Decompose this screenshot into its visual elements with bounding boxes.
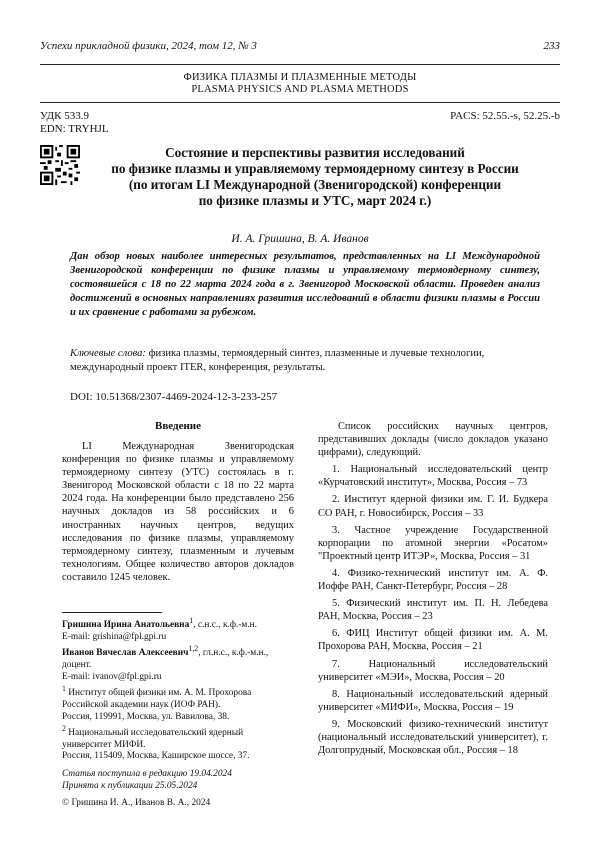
keywords-text: физика плазмы, термоядерный синтез, плазменные и лучевые технологии, международный проект ITER, конференция, результаты.	[70, 348, 485, 373]
author1-sup: 1	[189, 616, 194, 625]
author2-line	[62, 643, 294, 671]
pacs-code: PACS: 52.55.-s, 52.25.-b	[450, 110, 560, 122]
journal-citation: Успехи прикладной физики, 2024, том 12, № 3	[40, 40, 257, 52]
udk-code: УДК 533.9	[40, 110, 90, 122]
author-footnotes	[62, 615, 294, 810]
affiliation-2	[62, 723, 294, 751]
title-line: по физике плазмы и управляемому термоядерному синтезу в России	[111, 161, 519, 176]
centers-intro: Список российских научных центров, представивших доклады (число докладов указано цифрами), следующий.	[318, 421, 548, 459]
affiliation-2-address: Россия, 115409, Москва, Каширское шоссе, 37.	[62, 751, 250, 762]
list-item: 5. Физический институт им. П. Н. Лебедева РАН, Москва, Россия – 23	[318, 598, 548, 623]
author1-degree: , с.н.с., к.ф.-м.н.	[193, 620, 258, 631]
header-rule	[40, 64, 560, 65]
received-date: Статья поступила в редакцию 19.04.2024	[62, 769, 232, 780]
keywords	[70, 347, 540, 375]
affiliation-1-address: Россия, 119991, Москва, ул. Вавилова, 38.	[62, 711, 230, 722]
intro-text	[62, 440, 294, 584]
page-number: 233	[543, 40, 560, 52]
list-item: 7. Национальный исследовательский университет «МЭИ», Москва, Россия – 20	[318, 658, 548, 683]
list-item: 2. Институт ядерной физики им. Г. И. Будкера СО РАН, г. Новосибирск, Россия – 33	[318, 494, 548, 519]
affiliation-1	[62, 683, 294, 711]
intro-paragraph: LI Международная Звенигородская конференция по физике плазмы и управляемому термоядерному синтезу (УТС) состоялась в г. Звенигород Московской области с 18 по 22 марта 2024 года. На конференции было представлено 256 научных докладов из 58 российских и 6 иностранных научных центров, ведущих исследования по физике плазмы, управляемому термоядерному синтезу, плазменным и лучевым технологиям. Общее количество авторов докладов составило 1245 человек.	[62, 441, 294, 583]
running-header	[40, 40, 560, 52]
section-heading	[0, 72, 600, 96]
list-item: 8. Национальный исследовательский ядерный университет «МИФИ», Москва, Россия – 19	[318, 688, 548, 713]
list-item: 4. Физико-технический институт им. А. Ф. Иоффе РАН, Санкт-Петербург, Россия – 28	[318, 567, 548, 593]
aff1-sup: 1	[62, 684, 66, 694]
qr-code-icon	[40, 145, 80, 185]
list-item: 1. Национальный исследовательский центр «Курчатовский институт», Москва, Россия – 73	[318, 464, 548, 489]
keywords-label: Ключевые слова:	[70, 348, 146, 359]
author1-line	[62, 615, 294, 632]
intro-heading: Введение	[154, 420, 202, 432]
copyright: © Гришина И. А., Иванов В. А., 2024	[62, 798, 211, 809]
section-title-en: PLASMA PHYSICS AND PLASMA METHODS	[191, 84, 409, 95]
section-title-ru: ФИЗИКА ПЛАЗМЫ И ПЛАЗМЕННЫЕ МЕТОДЫ	[183, 72, 417, 83]
section-rule	[40, 102, 560, 103]
title-line: (по итогам LI Международной (Звенигородской) конференции	[128, 177, 502, 192]
meta-left	[40, 110, 109, 136]
footnote-rule	[62, 612, 162, 613]
aff1-text: Институт общей физики им. А. М. Прохорова Российской академии наук (ИОФ РАН).	[62, 688, 252, 710]
abstract: Дан обзор новых наиболее интересных результатов, представленных на LI Международной Звенигородской конференции по физике плазмы и управляемому термоядерному синтезу, состоявшейся с 18 по 22 марта 2024 года в г. Звенигород Московской области. Проведен анализ достижений в основных направлениях развития исследований в области физики плазмы в России и их сравнение с работами за рубежом.	[70, 251, 540, 318]
title-line: Состояние и перспективы развития исследований	[165, 145, 465, 160]
title-line: по физике плазмы и УТС, март 2024 г.)	[198, 193, 432, 208]
edn-code: EDN: TRYHJL	[40, 123, 109, 135]
aff2-text: Национальный исследовательский ядерный университет МИФИ.	[62, 728, 244, 750]
article-authors: И. А. Гришина, В. А. Иванов	[231, 233, 369, 245]
aff2-sup: 2	[62, 724, 66, 734]
accepted-date: Принята к публикации 25.05.2024	[62, 780, 198, 791]
article-title	[90, 145, 540, 209]
author1-email[interactable]: E-mail: grishina@fpl.gpi.ru	[62, 631, 167, 642]
author1-name: Гришина Ирина Анатольевна	[62, 620, 190, 631]
author2-name: Иванов Вячеслав Алексеевич	[62, 648, 189, 659]
centers-list	[318, 420, 548, 761]
list-item: 3. Частное учреждение Государственной корпорации по атомной энергии «Росатом» "Проектный центр ИТЭР», Москва, Россия – 31	[318, 524, 548, 562]
author2-degree: , гл.н.с., к.ф.-м.н., доцент.	[62, 648, 269, 671]
doi[interactable]: DOI: 10.51368/2307-4469-2024-12-3-233-257	[70, 391, 278, 403]
author2-sup: 1,2	[188, 644, 199, 654]
list-item: 6. ФИЦ Институт общей физики им. А. М. Прохорова РАН, Москва, Россия – 21	[318, 628, 548, 653]
author2-email[interactable]: E-mail: ivanov@fpl.gpi.ru	[62, 671, 162, 682]
list-item: 9. Московский физико-технический институт (национальный исследовательский университет), г. Долгопрудный, Московская обл., Россия – 18	[318, 718, 548, 757]
